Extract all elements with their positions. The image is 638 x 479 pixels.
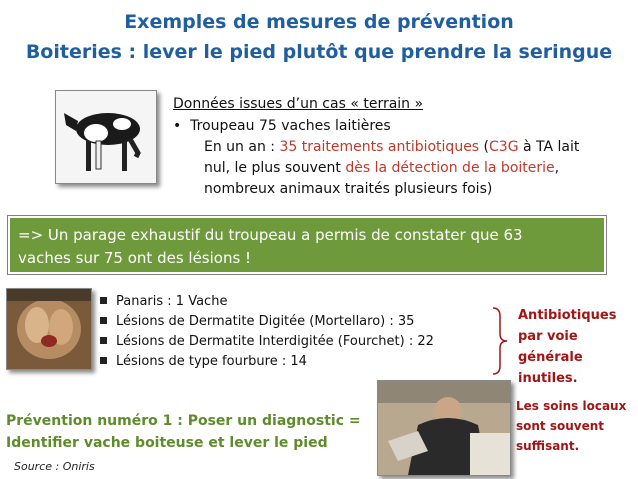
lesion-list: [100, 292, 434, 372]
antibiotic-count: 35 traitements antibiotiques: [279, 139, 480, 155]
square-bullet-icon: [100, 357, 107, 364]
case-bullet: [173, 116, 391, 137]
text-segment: nul, le plus souvent: [204, 160, 346, 176]
conclusion-box: [8, 216, 606, 274]
text-segment: (: [479, 139, 490, 155]
soins-line: Les soins locaux: [516, 399, 627, 413]
vet-hoof-care-photo: [377, 380, 511, 476]
square-bullet-icon: [100, 297, 107, 304]
soins-line: sont souvent: [516, 419, 605, 433]
soins-line: suffisant.: [516, 439, 580, 453]
slide-subtitle: Boiteries : lever le pied plutôt que prendre la seringue: [25, 41, 613, 63]
c3g-label: C3G: [489, 139, 519, 155]
list-item: [100, 312, 434, 332]
right-brace-icon: [490, 306, 510, 376]
prevention-line-1: Prévention numéro 1 : Poser un diagnostic =: [6, 413, 361, 429]
conclusion-line-1: => Un parage exhaustif du troupeau a permis de constater que 63: [18, 226, 523, 244]
detection-text: dès la détection de la boiterie: [345, 160, 555, 176]
prevention-line-2: Identifier vache boiteuse et lever le pied: [6, 435, 328, 451]
herd-text: Troupeau 75 vaches laitières: [190, 118, 391, 134]
list-item: [100, 352, 434, 372]
case-line-1: [204, 137, 579, 158]
text-segment: ,: [554, 160, 560, 176]
bullet-dot: •: [173, 118, 191, 134]
case-heading: Données issues d’un cas « terrain »: [173, 96, 424, 112]
antibio-line: inutiles.: [518, 371, 578, 386]
antibio-line: générale: [518, 350, 583, 365]
hoof-lesion-photo: [6, 288, 92, 370]
conclusion-line-2: vaches sur 75 ont des lésions !: [18, 249, 252, 267]
slide-title: Exemples de mesures de prévention: [124, 11, 514, 33]
list-item: [100, 332, 434, 352]
local-care-note: [516, 396, 626, 456]
source-credit: Source : Oniris: [14, 460, 95, 473]
case-line-2: [204, 158, 559, 179]
lesion-text: Lésions de type fourbure : 14: [116, 354, 307, 369]
text-segment: En un an :: [204, 139, 280, 155]
antibio-line: par voie: [518, 329, 578, 344]
case-line-3: nombreux animaux traités plusieurs fois): [204, 181, 493, 197]
list-item: [100, 292, 434, 312]
lesion-text: Lésions de Dermatite Digitée (Mortellaro) : 35: [116, 314, 415, 329]
lame-cow-photo: [55, 90, 157, 184]
antibiotic-note: [518, 305, 616, 389]
lesion-text: Lésions de Dermatite Interdigitée (Fourchet) : 22: [116, 334, 434, 349]
antibio-line: Antibiotiques: [518, 308, 617, 323]
square-bullet-icon: [100, 317, 107, 324]
square-bullet-icon: [100, 337, 107, 344]
lesion-text: Panaris : 1 Vache: [116, 294, 228, 309]
text-segment: à TA lait: [518, 139, 580, 155]
